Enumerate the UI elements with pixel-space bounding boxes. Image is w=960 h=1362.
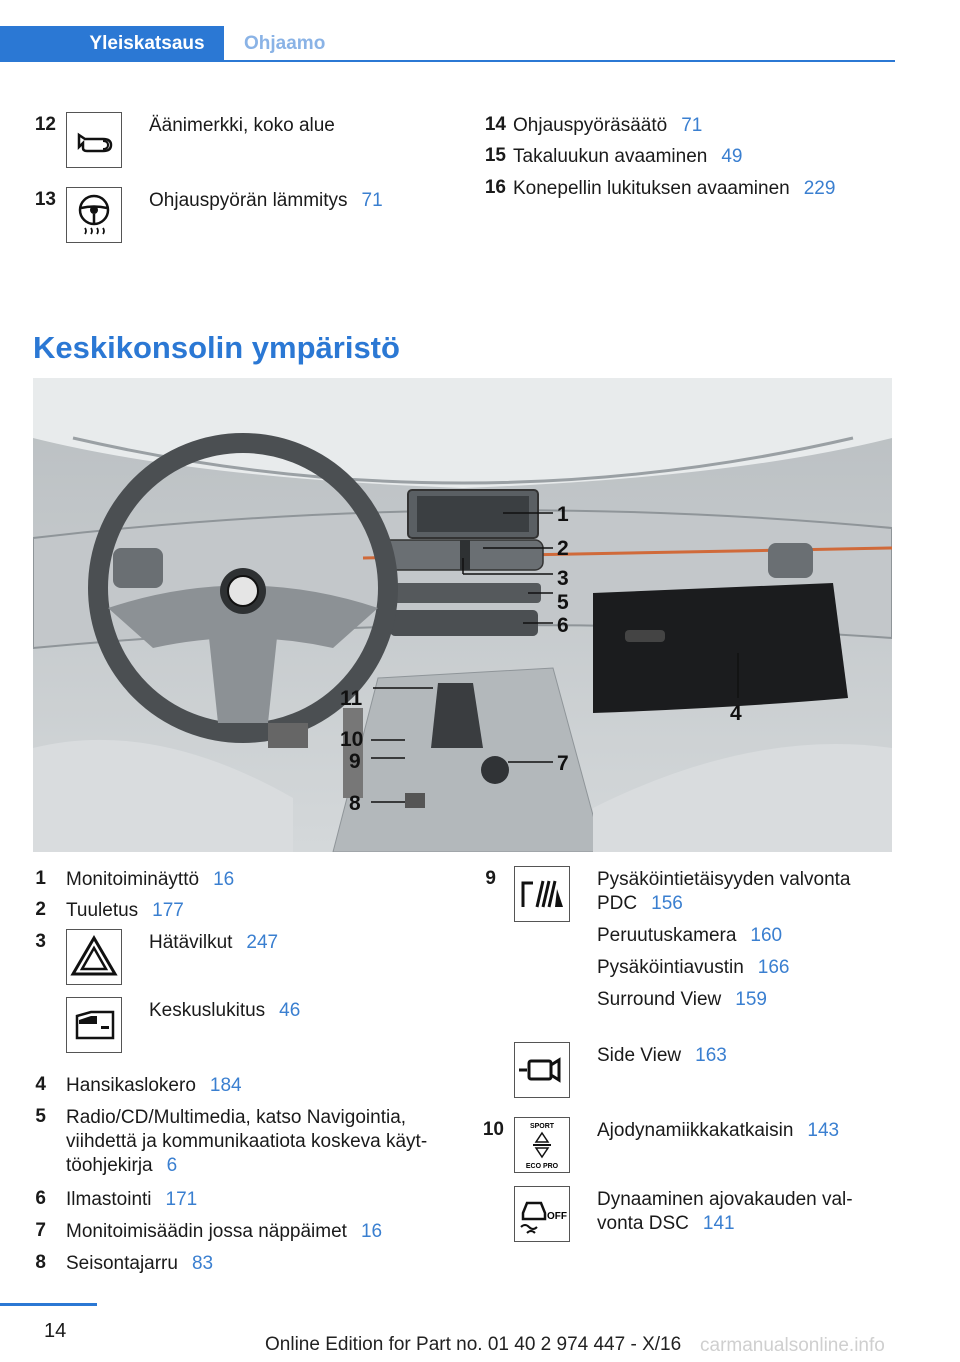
item-text: Dynaaminen ajovakauden val- vonta DSC 141 — [597, 1189, 853, 1234]
page-ref-link[interactable]: 16 — [360, 1221, 383, 1242]
item-number: 6 — [35, 1188, 46, 1209]
callout-number: 7 — [557, 752, 569, 775]
page-ref-link[interactable]: 171 — [165, 1189, 198, 1210]
page-ref-link[interactable]: 143 — [807, 1120, 840, 1141]
item-number: 4 — [35, 1074, 46, 1095]
item-text: Äänimerkki, koko alue — [149, 115, 335, 136]
svg-text:OFF: OFF — [547, 1211, 567, 1222]
item-number: 7 — [35, 1220, 46, 1241]
callout-number: 1 — [557, 503, 569, 526]
page-ref-link[interactable]: 247 — [246, 932, 279, 953]
page-ref-link[interactable]: 141 — [702, 1213, 735, 1234]
item-text: Ilmastointi 171 — [66, 1189, 198, 1210]
item-number: 12 — [34, 114, 56, 135]
callout-number: 6 — [557, 614, 569, 637]
svg-text:SPORT: SPORT — [529, 1123, 555, 1130]
watermark: carmanualsonline.info — [700, 1335, 885, 1356]
callout-number: 3 — [557, 567, 569, 590]
page-ref-link[interactable]: 166 — [757, 957, 790, 978]
item-text: Ohjauspyöräsäätö 71 — [513, 115, 703, 136]
item-text: Side View 163 — [597, 1045, 727, 1066]
central-locking-icon — [66, 997, 122, 1053]
dsc-off-icon — [514, 1186, 570, 1242]
steering-wheel-heating-icon — [66, 187, 122, 243]
callout-number: 2 — [557, 537, 569, 560]
callout-number: 9 — [349, 750, 361, 773]
tab-yleiskatsaus[interactable]: Yleiskatsaus — [0, 26, 224, 62]
parking-sensor-icon — [514, 866, 570, 922]
page-ref-link[interactable]: 71 — [361, 190, 383, 211]
footer-rule — [0, 1303, 97, 1306]
item-number: 3 — [35, 931, 46, 952]
item-number: 5 — [35, 1106, 46, 1127]
item-number: 16 — [484, 177, 506, 198]
page-ref-link[interactable]: 159 — [735, 989, 767, 1010]
callout-number: 4 — [730, 702, 742, 725]
svg-text:ECO PRO: ECO PRO — [525, 1163, 559, 1170]
callout-number: 5 — [557, 591, 569, 614]
item-number: 15 — [484, 145, 506, 166]
page-number: 14 — [44, 1320, 67, 1342]
item-text: Ajodynamiikkakatkaisin 143 — [597, 1120, 840, 1141]
item-text: Keskuslukitus 46 — [149, 1000, 301, 1021]
header-tabs — [0, 26, 895, 62]
section-title: Keskikonsolin ympäristö — [33, 330, 400, 365]
callout-number: 11 — [340, 687, 363, 710]
page-ref-link[interactable]: 71 — [681, 115, 703, 136]
item-text: Radio/CD/Multimedia, katso Navigointia, viihdettä ja kommunikaatiota koskeva käyt- töohjekirja 6 — [66, 1107, 428, 1176]
page-ref-link[interactable]: 83 — [191, 1253, 214, 1274]
item-text: Ohjauspyörän lämmitys 71 — [149, 190, 383, 211]
item-number: 13 — [34, 189, 56, 210]
tab-ohjaamo[interactable]: Ohjaamo — [244, 33, 326, 54]
edition-note: Online Edition for Part no. 01 40 2 974 447 - X/16 — [265, 1334, 682, 1355]
page-ref-link[interactable]: 49 — [721, 146, 743, 167]
item-number: 9 — [485, 868, 496, 889]
page-ref-link[interactable]: 177 — [152, 900, 184, 921]
item-number: 8 — [35, 1252, 46, 1273]
item-text: Konepellin lukituksen avaaminen 229 — [513, 178, 836, 199]
header-rule — [0, 60, 895, 62]
side-view-camera-icon — [514, 1042, 570, 1098]
item-text: Monitoiminäyttö 16 — [66, 869, 235, 890]
item-text: Seisontajarru 83 — [66, 1253, 214, 1274]
item-number: 1 — [35, 868, 46, 889]
item-text: Takaluukun avaaminen 49 — [513, 146, 743, 167]
item-number: 10 — [482, 1119, 504, 1140]
callout-number: 8 — [349, 792, 361, 815]
callout-number: 10 — [340, 728, 364, 751]
item-text: Monitoimisäädin jossa näppäimet 16 — [66, 1221, 383, 1242]
page-ref-link[interactable]: 184 — [209, 1075, 242, 1096]
page-ref-link[interactable]: 163 — [695, 1045, 727, 1066]
item-text: Pysäköintietäisyyden valvonta PDC 156 Peruutuskamera 160 Pysäköintiavustin 166 Surround View 159 — [597, 869, 851, 1010]
page-ref-link[interactable]: 16 — [213, 869, 235, 890]
page-ref-link[interactable]: 6 — [166, 1155, 178, 1176]
page-ref-link[interactable]: 229 — [803, 178, 836, 199]
item-text: Hätävilkut 247 — [149, 932, 279, 953]
sport-eco-pro-switch-icon — [514, 1117, 570, 1173]
hazard-warning-icon — [66, 929, 122, 985]
page-ref-link[interactable]: 156 — [651, 893, 683, 914]
item-text: Hansikaslokero 184 — [66, 1075, 242, 1096]
page-ref-link[interactable]: 160 — [750, 925, 783, 946]
horn-icon — [66, 112, 122, 168]
item-text: Tuuletus 177 — [66, 900, 184, 921]
item-number: 14 — [484, 114, 506, 135]
page-ref-link[interactable]: 46 — [279, 1000, 301, 1021]
item-number: 2 — [35, 899, 46, 920]
cockpit-illustration — [33, 378, 892, 852]
